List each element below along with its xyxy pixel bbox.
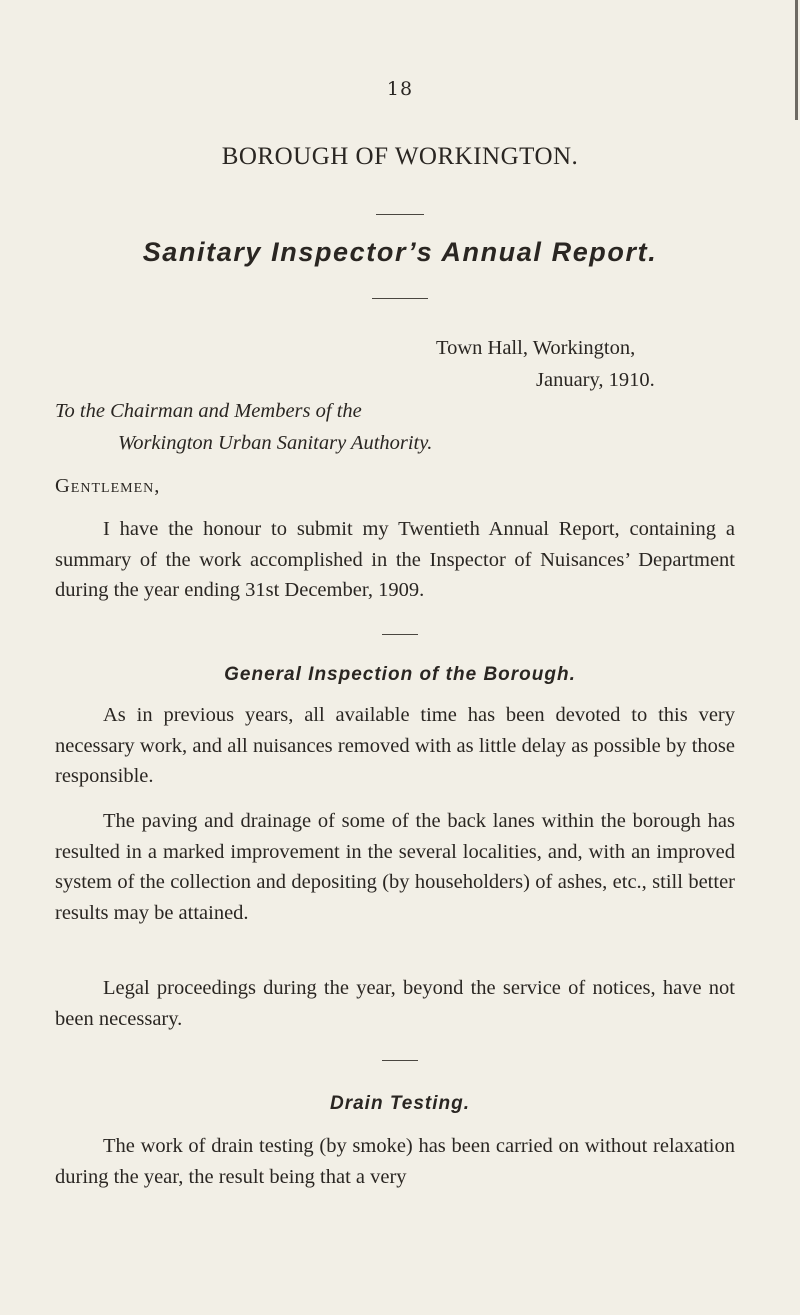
report-title: Sanitary Inspector’s Annual Report.: [142, 237, 658, 267]
general-inspection-paragraph-2: The paving and drainage of some of the back lanes within the borough has resulted in a marked improvement in the several localities, and, with an improved system of the collection and depositing (by householders) of ashes, etc., still better results may be attained.: [55, 810, 735, 924]
divider-rule: [382, 1060, 418, 1061]
section-heading-drain-testing: Drain Testing.: [330, 1093, 470, 1114]
divider-rule: [382, 634, 418, 635]
general-inspection-paragraph-1: As in previous years, all available time has been devoted to this very necessary work, and all nuisances removed with as little delay as possible by those responsible.: [55, 704, 735, 787]
letter-recipient-line1: To the Chairman and Members of the: [55, 400, 362, 422]
letter-address-line1: Town Hall, Workington,: [436, 337, 636, 359]
divider-rule: [372, 298, 428, 299]
general-inspection-paragraph-3: Legal proceedings during the year, beyond the service of notices, have not been necessary.: [55, 977, 735, 1030]
borough-heading: BOROUGH OF WORKINGTON.: [221, 143, 579, 170]
divider-rule: [376, 214, 424, 215]
page-number: 18: [386, 78, 414, 100]
letter-salutation: Gentlemen,: [55, 475, 161, 497]
letter-date: January, 1910.: [536, 369, 655, 391]
letter-intro-paragraph: I have the honour to submit my Twentieth Annual Report, containing a summary of the work accomplished in the Inspector of Nuisances’ Department during the year ending 31st December, 1909.: [55, 518, 735, 601]
page-edge-shadow: [795, 0, 798, 120]
drain-testing-paragraph: The work of drain testing (by smoke) has been carried on without relaxation during the year, the result being that a very: [55, 1135, 735, 1188]
letter-recipient-line2: Workington Urban Sanitary Authority.: [118, 432, 433, 454]
section-heading-general-inspection: General Inspection of the Borough.: [224, 664, 576, 685]
